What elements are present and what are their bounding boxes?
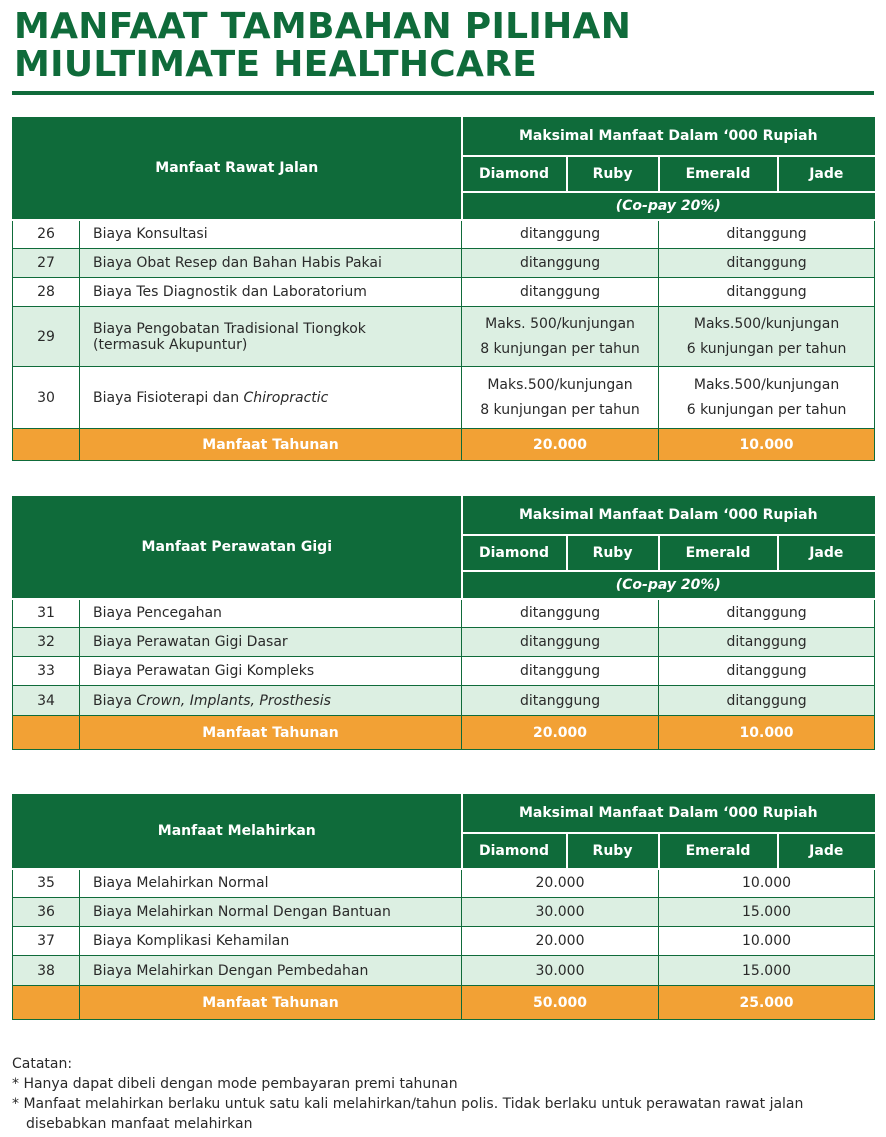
table-row [13,307,875,367]
row-name: Biaya Komplikasi Kehamilan [80,927,462,956]
plan-diamond: Diamond [462,156,567,192]
row-number: 28 [13,278,80,307]
table-row [13,927,875,956]
value-emerald-jade: 15.000 [659,898,875,927]
max-benefit-header: Maksimal Manfaat Dalam ‘000 Rupiah [462,497,875,535]
value-emerald-jade: ditanggung [659,686,875,716]
row-name: Biaya Melahirkan Dengan Pembedahan [80,956,462,986]
row-name: Biaya Melahirkan Normal [80,869,462,898]
page-title [14,8,631,84]
value-emerald-jade [659,307,875,367]
row-name-text: Biaya Fisioterapi dan [93,389,244,406]
value-emerald-jade: ditanggung [659,628,875,657]
total-empty-cell [13,716,80,750]
row-name: Biaya Perawatan Gigi Kompleks [80,657,462,686]
value-emerald-jade: 15.000 [659,956,875,986]
value-emerald-jade: ditanggung [659,249,875,278]
total-empty-cell [13,429,80,461]
total-diamond-ruby: 20.000 [462,716,659,750]
table-rawat-jalan [12,117,875,461]
total-label: Manfaat Tahunan [80,716,462,750]
title-divider [12,91,874,95]
section-heading: Manfaat Melahirkan [13,795,462,869]
value-line-2: 8 kunjungan per tahun [480,341,640,357]
table-row [13,278,875,307]
value-line-2: 6 kunjungan per tahun [686,402,847,418]
value-line-1: Maks. 500/kunjungan [485,316,635,332]
value-diamond-ruby: 30.000 [462,956,659,986]
value-diamond-ruby: ditanggung [462,599,659,628]
copay-note: (Co-pay 20%) [462,192,875,220]
total-emerald-jade: 10.000 [659,716,875,750]
notes [12,1054,874,1134]
note-item: * Manfaat melahirkan berlaku untuk satu kali melahirkan/tahun polis. Tidak berlaku untuk perawatan rawat jalan [12,1096,804,1112]
total-diamond-ruby: 20.000 [462,429,659,461]
row-number: 29 [13,307,80,367]
total-empty-cell [13,986,80,1020]
value-emerald-jade: 10.000 [659,927,875,956]
max-benefit-header: Maksimal Manfaat Dalam ‘000 Rupiah [462,118,875,156]
value-line-2: 8 kunjungan per tahun [480,402,640,418]
row-number: 32 [13,628,80,657]
row-name: Biaya Obat Resep dan Bahan Habis Pakai [80,249,462,278]
plan-jade: Jade [778,833,875,869]
total-row [13,986,875,1020]
value-diamond-ruby [462,367,659,429]
row-name: Biaya Konsultasi [80,220,462,249]
value-diamond-ruby: 30.000 [462,898,659,927]
note-item: * Hanya dapat dibeli dengan mode pembayaran premi tahunan [12,1076,458,1092]
row-number: 26 [13,220,80,249]
value-emerald-jade: ditanggung [659,657,875,686]
row-name-italic: Chiropractic [243,389,329,406]
table-row [13,898,875,927]
value-line-1: Maks.500/kunjungan [693,377,840,393]
table-row [13,686,875,716]
plan-ruby: Ruby [567,833,659,869]
plan-diamond: Diamond [462,833,567,869]
row-name: Biaya Pencegahan [80,599,462,628]
table-row [13,956,875,986]
row-number: 30 [13,367,80,429]
title-line-2: MIULTIMATE HEALTHCARE [14,44,538,85]
table-row [13,220,875,249]
value-diamond-ruby: 20.000 [462,927,659,956]
row-number: 33 [13,657,80,686]
plan-ruby: Ruby [567,535,659,571]
row-name [80,307,462,367]
row-number: 37 [13,927,80,956]
row-name-text: Biaya [93,692,137,709]
plan-emerald: Emerald [659,535,778,571]
row-number: 31 [13,599,80,628]
total-diamond-ruby: 50.000 [462,986,659,1020]
row-name [80,686,462,716]
value-emerald-jade: ditanggung [659,278,875,307]
table-row [13,657,875,686]
row-name-line-1: Biaya Pengobatan Tradisional Tiongkok [93,320,366,337]
plan-emerald: Emerald [659,156,778,192]
plan-ruby: Ruby [567,156,659,192]
row-name [80,367,462,429]
table-row [13,249,875,278]
table-perawatan-gigi [12,496,875,750]
notes-label: Catatan: [12,1056,73,1072]
table-row [13,869,875,898]
total-emerald-jade: 10.000 [659,429,875,461]
total-row [13,429,875,461]
value-diamond-ruby: ditanggung [462,628,659,657]
table-melahirkan [12,794,875,1020]
copay-note: (Co-pay 20%) [462,571,875,599]
row-name-line-2: (termasuk Akupuntur) [93,336,248,353]
title-line-1: MANFAAT TAMBAHAN PILIHAN [14,6,632,47]
value-diamond-ruby [462,307,659,367]
row-name: Biaya Perawatan Gigi Dasar [80,628,462,657]
value-line-1: Maks.500/kunjungan [487,377,633,393]
value-diamond-ruby: ditanggung [462,249,659,278]
section-heading: Manfaat Perawatan Gigi [13,497,462,599]
total-label: Manfaat Tahunan [80,429,462,461]
value-emerald-jade: ditanggung [659,220,875,249]
row-name: Biaya Tes Diagnostik dan Laboratorium [80,278,462,307]
total-row [13,716,875,750]
row-number: 27 [13,249,80,278]
plan-jade: Jade [778,535,875,571]
total-label: Manfaat Tahunan [80,986,462,1020]
row-number: 35 [13,869,80,898]
value-diamond-ruby: ditanggung [462,686,659,716]
row-number: 38 [13,956,80,986]
note-item-continuation: disebabkan manfaat melahirkan [26,1116,253,1132]
value-line-2: 6 kunjungan per tahun [686,341,847,357]
row-number: 36 [13,898,80,927]
value-emerald-jade: ditanggung [659,599,875,628]
value-diamond-ruby: ditanggung [462,220,659,249]
plan-diamond: Diamond [462,535,567,571]
value-emerald-jade [659,367,875,429]
row-name-italic: Crown, Implants, Prosthesis [136,692,331,709]
value-diamond-ruby: ditanggung [462,657,659,686]
table-row [13,628,875,657]
value-emerald-jade: 10.000 [659,869,875,898]
section-heading: Manfaat Rawat Jalan [13,118,462,220]
plan-jade: Jade [778,156,875,192]
row-name: Biaya Melahirkan Normal Dengan Bantuan [80,898,462,927]
table-row [13,367,875,429]
value-diamond-ruby: ditanggung [462,278,659,307]
value-diamond-ruby: 20.000 [462,869,659,898]
table-row [13,599,875,628]
value-line-1: Maks.500/kunjungan [693,316,840,332]
row-number: 34 [13,686,80,716]
max-benefit-header: Maksimal Manfaat Dalam ‘000 Rupiah [462,795,875,833]
total-emerald-jade: 25.000 [659,986,875,1020]
plan-emerald: Emerald [659,833,778,869]
